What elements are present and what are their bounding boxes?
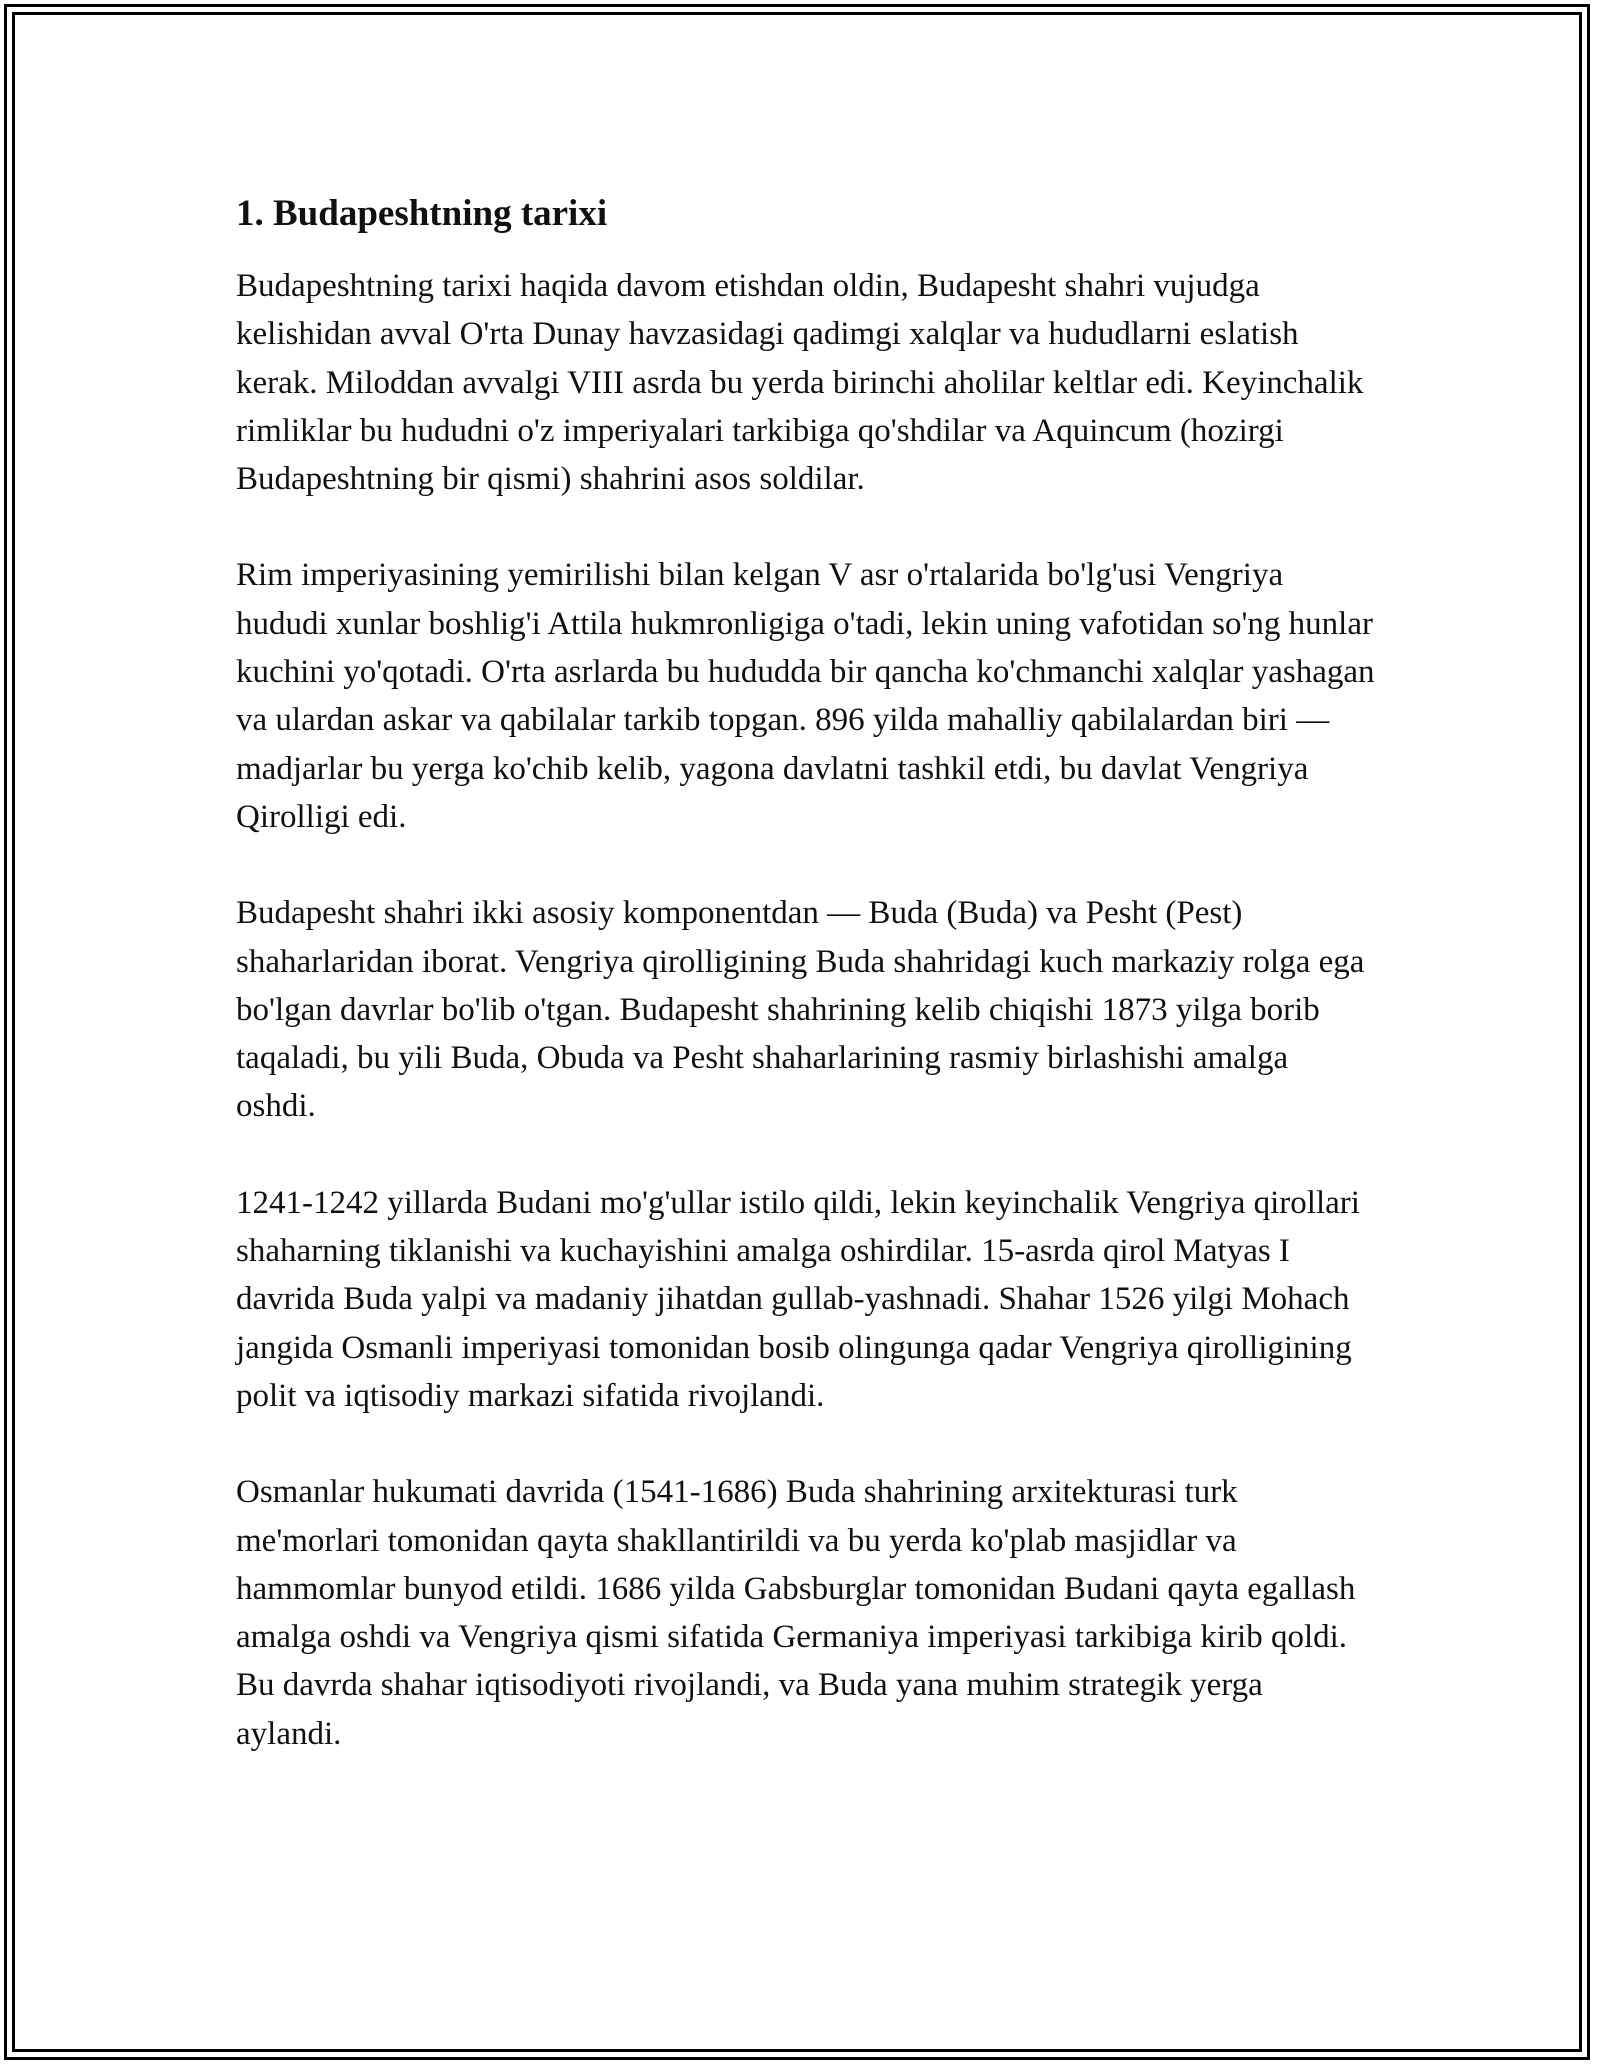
document-body [236, 186, 1376, 1806]
section-title: 1. Budapeshtning tarixi [236, 193, 608, 234]
paragraph-attila: Rim imperiyasining yemirilishi bilan kelgan V asr o'rtalarida bo'lg'usi Vengriya hududi xunlar boshlig'i Attila hukmronligiga o'tadi, lekin uning vafotidan so'ng hunlar kuchini yo'qotadi. O'rta asrlarda bu hududda bir qancha ko'chmanchi xalqlar yashagan va ulardan askar va qabilalar tarkib topgan. 896 yilda mahalliy qabilalardan biri — madjarlar bu yerga ko'chib kelib, yagona davlatni tashkil etdi, bu davlat Vengriya Qirolligi edi. [236, 557, 1375, 835]
paragraph-aquincum: Budapeshtning tarixi haqida davom etishdan oldin, Budapesht shahri vujudga kelishidan avval O'rta Dunay havzasidagi qadimgi xalqlar va hududlarni eslatish kerak. Miloddan avvalgi VIII asrda bu yerda birinchi aholilar keltlar edi. Keyinchalik rimliklar bu hududni o'z imperiyalari tarkibiga qo'shdilar va Aquincum (hozirgi Budapeshtning bir qismi) shahrini asos soldilar. [236, 268, 1364, 498]
paragraph-buda-pest: Budapesht shahri ikki asosiy komponentdan — Buda (Buda) va Pesht (Pest) shaharlaridan iborat. Vengriya qirolligining Buda shahridagi kuch markaziy rolga ega bo'lgan davrlar bo'lib o'tgan. Budapesht shahrining kelib chiqishi 1873 yilga borib taqaladi, bu yili Buda, Obuda va Pesht shaharlarining rasmiy birlashishi amalga oshdi. [236, 895, 1365, 1125]
paragraph-mongols: 1241-1242 yillarda Budani mo'g'ullar istilo qildi, lekin keyinchalik Vengriya qirollari shaharning tiklanishi va kuchayishini amalga oshirdilar. 15-asrda qirol Matyas I davrida Buda yalpi va madaniy jihatdan gullab-yashnadi. Shahar 1526 yilgi Mohach jangida Osmanli imperiyasi tomonidan bosib olingunga qadar Vengriya qirolligining polit va iqtisodiy markazi sifatida rivojlandi. [236, 1184, 1360, 1414]
paragraph-ottoman: Osmanlar hukumati davrida (1541-1686) Buda shahrining arxitekturasi turk me'morlari tomonidan qayta shakllantirildi va bu yerda ko'plab masjidlar va hammomlar bunyod etildi. 1686 yilda Gabsburglar tomonidan Budani qayta egallash amalga oshdi va Vengriya qismi sifatida Germaniya imperiyasi tarkibiga kirib qoldi. Bu davrda shahar iqtisodiyoti rivojlandi, va Buda yana muhim strategik yerga aylandi. [236, 1474, 1356, 1752]
